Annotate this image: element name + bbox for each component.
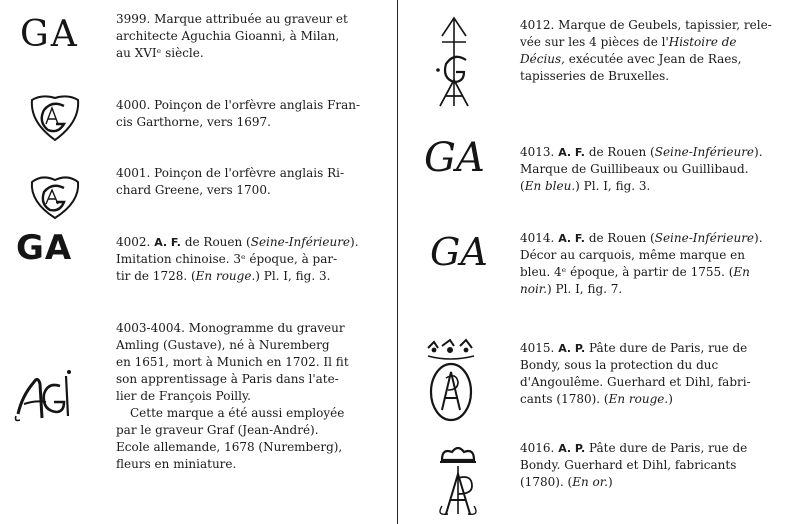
entry-3999-line: au XVIᵉ siècle. [116,46,204,60]
entry-3999-line: architecte Aguchia Gioanni, à Milan, [116,29,340,43]
entry-4013-line-3: (En bleu.) Pl. I, fig. 3. [520,179,651,193]
mark-4016-crowned-monogram [428,444,490,520]
entry-4015-line-2: Bondy, sous la protection du duc [520,358,719,372]
entry-4016-line-1: 4016. A. P. Pâte dure de Paris, rue de [520,441,748,455]
entry-4003-para2-line: fleurs en miniature. [116,457,237,471]
entry-4015-line-1: 4015. A. P. Pâte dure de Paris, rue de [520,341,748,355]
entry-4003-line: 4003-4004. Monogramme du graveur [116,321,345,335]
entry-4001-line: 4001. Poinçon de l'orfèvre anglais Ri- [116,166,344,180]
mark-4013-ga-script: GA [424,135,485,181]
entry-4014-line-1: 4014. A. F. de Rouen (Seine-Inférieure). [520,231,763,245]
entry-4015-line-3: d'Angoulême. Guerhard et Dihl, fabri- [520,375,751,389]
entry-4001-line: chard Greene, vers 1700. [116,183,271,197]
entry-4012-line-2: vée sur les 4 pièces de l'Histoire de [520,35,737,49]
entry-number: 4016. [520,441,555,455]
mark-4014-ga-script: GA [430,230,488,274]
entry-4002-line-1: 4002. A. F. de Rouen (Seine-Inférieure). [116,235,359,249]
entry-4016-line-3: (1780). (En or.) [520,475,613,489]
entry-3999 [116,11,381,62]
entry-4013 [520,144,788,195]
entry-4003-para2-line: Cette marque a été aussi employée [130,406,345,420]
entry-4002 [116,234,381,285]
entry-4003-line: lier de François Poilly. [116,389,251,403]
entry-4012-line-3: Décius, exécutée avec Jean de Raes, [520,52,742,66]
factory-code: A. P. [558,342,586,355]
mark-4003-amling-monogram [12,366,82,428]
entry-4000-line: 4000. Poinçon de l'orfèvre anglais Fran- [116,98,361,112]
entry-4003-line: son apprentissage à Paris dans l'ate- [116,372,339,386]
mark-4000-shield-monogram [24,92,86,144]
entry-4003-para2-line: par le graveur Graf (Jean-André). [116,423,319,437]
mark-4015-crowned-oval-monogram [420,336,482,426]
entry-4002-line-3: tir de 1728. (En rouge.) Pl. I, fig. 3. [116,269,331,283]
entry-4003-line: Amling (Gustave), né à Nuremberg [116,338,330,352]
entry-number: 4002. [116,235,151,249]
mark-3999-ga: GA [20,14,79,55]
entry-3999-line: 3999. Marque attribuée au graveur et [116,12,348,26]
entry-4013-line-2: Marque de Guillibeaux ou Guillibaud. [520,162,749,176]
factory-code: A. F. [558,232,585,245]
factory-code: A. F. [558,146,585,159]
factory-code: A. F. [154,236,181,249]
entry-4014 [520,230,788,298]
entry-4003-para2-line: Ecole allemande, 1678 (Nuremberg), [116,440,343,454]
entry-4002-line: Imitation chinoise. 3ᵉ époque, à par- [116,252,338,266]
mark-4002-ga: GA [16,228,73,268]
entry-number: 4013. [520,145,555,159]
entry-4016-line-2: Bondy. Guerhard et Dihl, fabricants [520,458,737,472]
mark-4012-geubels-monogram [428,14,480,110]
mark-4001-shield-monogram [26,172,84,222]
entry-4014-line-3: bleu. 4ᵉ époque, à partir de 1755. (En [520,265,750,279]
entry-4003-line: en 1651, mort à Munich en 1702. Il fit [116,355,349,369]
factory-code: A. P. [558,442,586,455]
entry-4014-line-2: Décor au carquois, même marque en [520,248,745,262]
entry-4000-line: cis Garthorne, vers 1697. [116,115,271,129]
entry-4016 [520,440,788,491]
column-divider [397,0,398,524]
entry-4012-line-1: 4012. Marque de Geubels, tapissier, rele- [520,18,772,32]
entry-4001 [116,165,381,199]
entry-number: 4014. [520,231,555,245]
entry-4014-line-4: noir.) Pl. I, fig. 7. [520,282,623,296]
entry-4012 [520,17,788,85]
entry-4000 [116,97,381,131]
entry-4013-line-1: 4013. A. F. de Rouen (Seine-Inférieure). [520,145,763,159]
entry-4003-4004 [116,320,381,473]
entry-4015-line-4: cants (1780). (En rouge.) [520,392,673,406]
entry-number: 4015. [520,341,555,355]
entry-4012-line-4: tapisseries de Bruxelles. [520,69,670,83]
entry-4015 [520,340,788,408]
